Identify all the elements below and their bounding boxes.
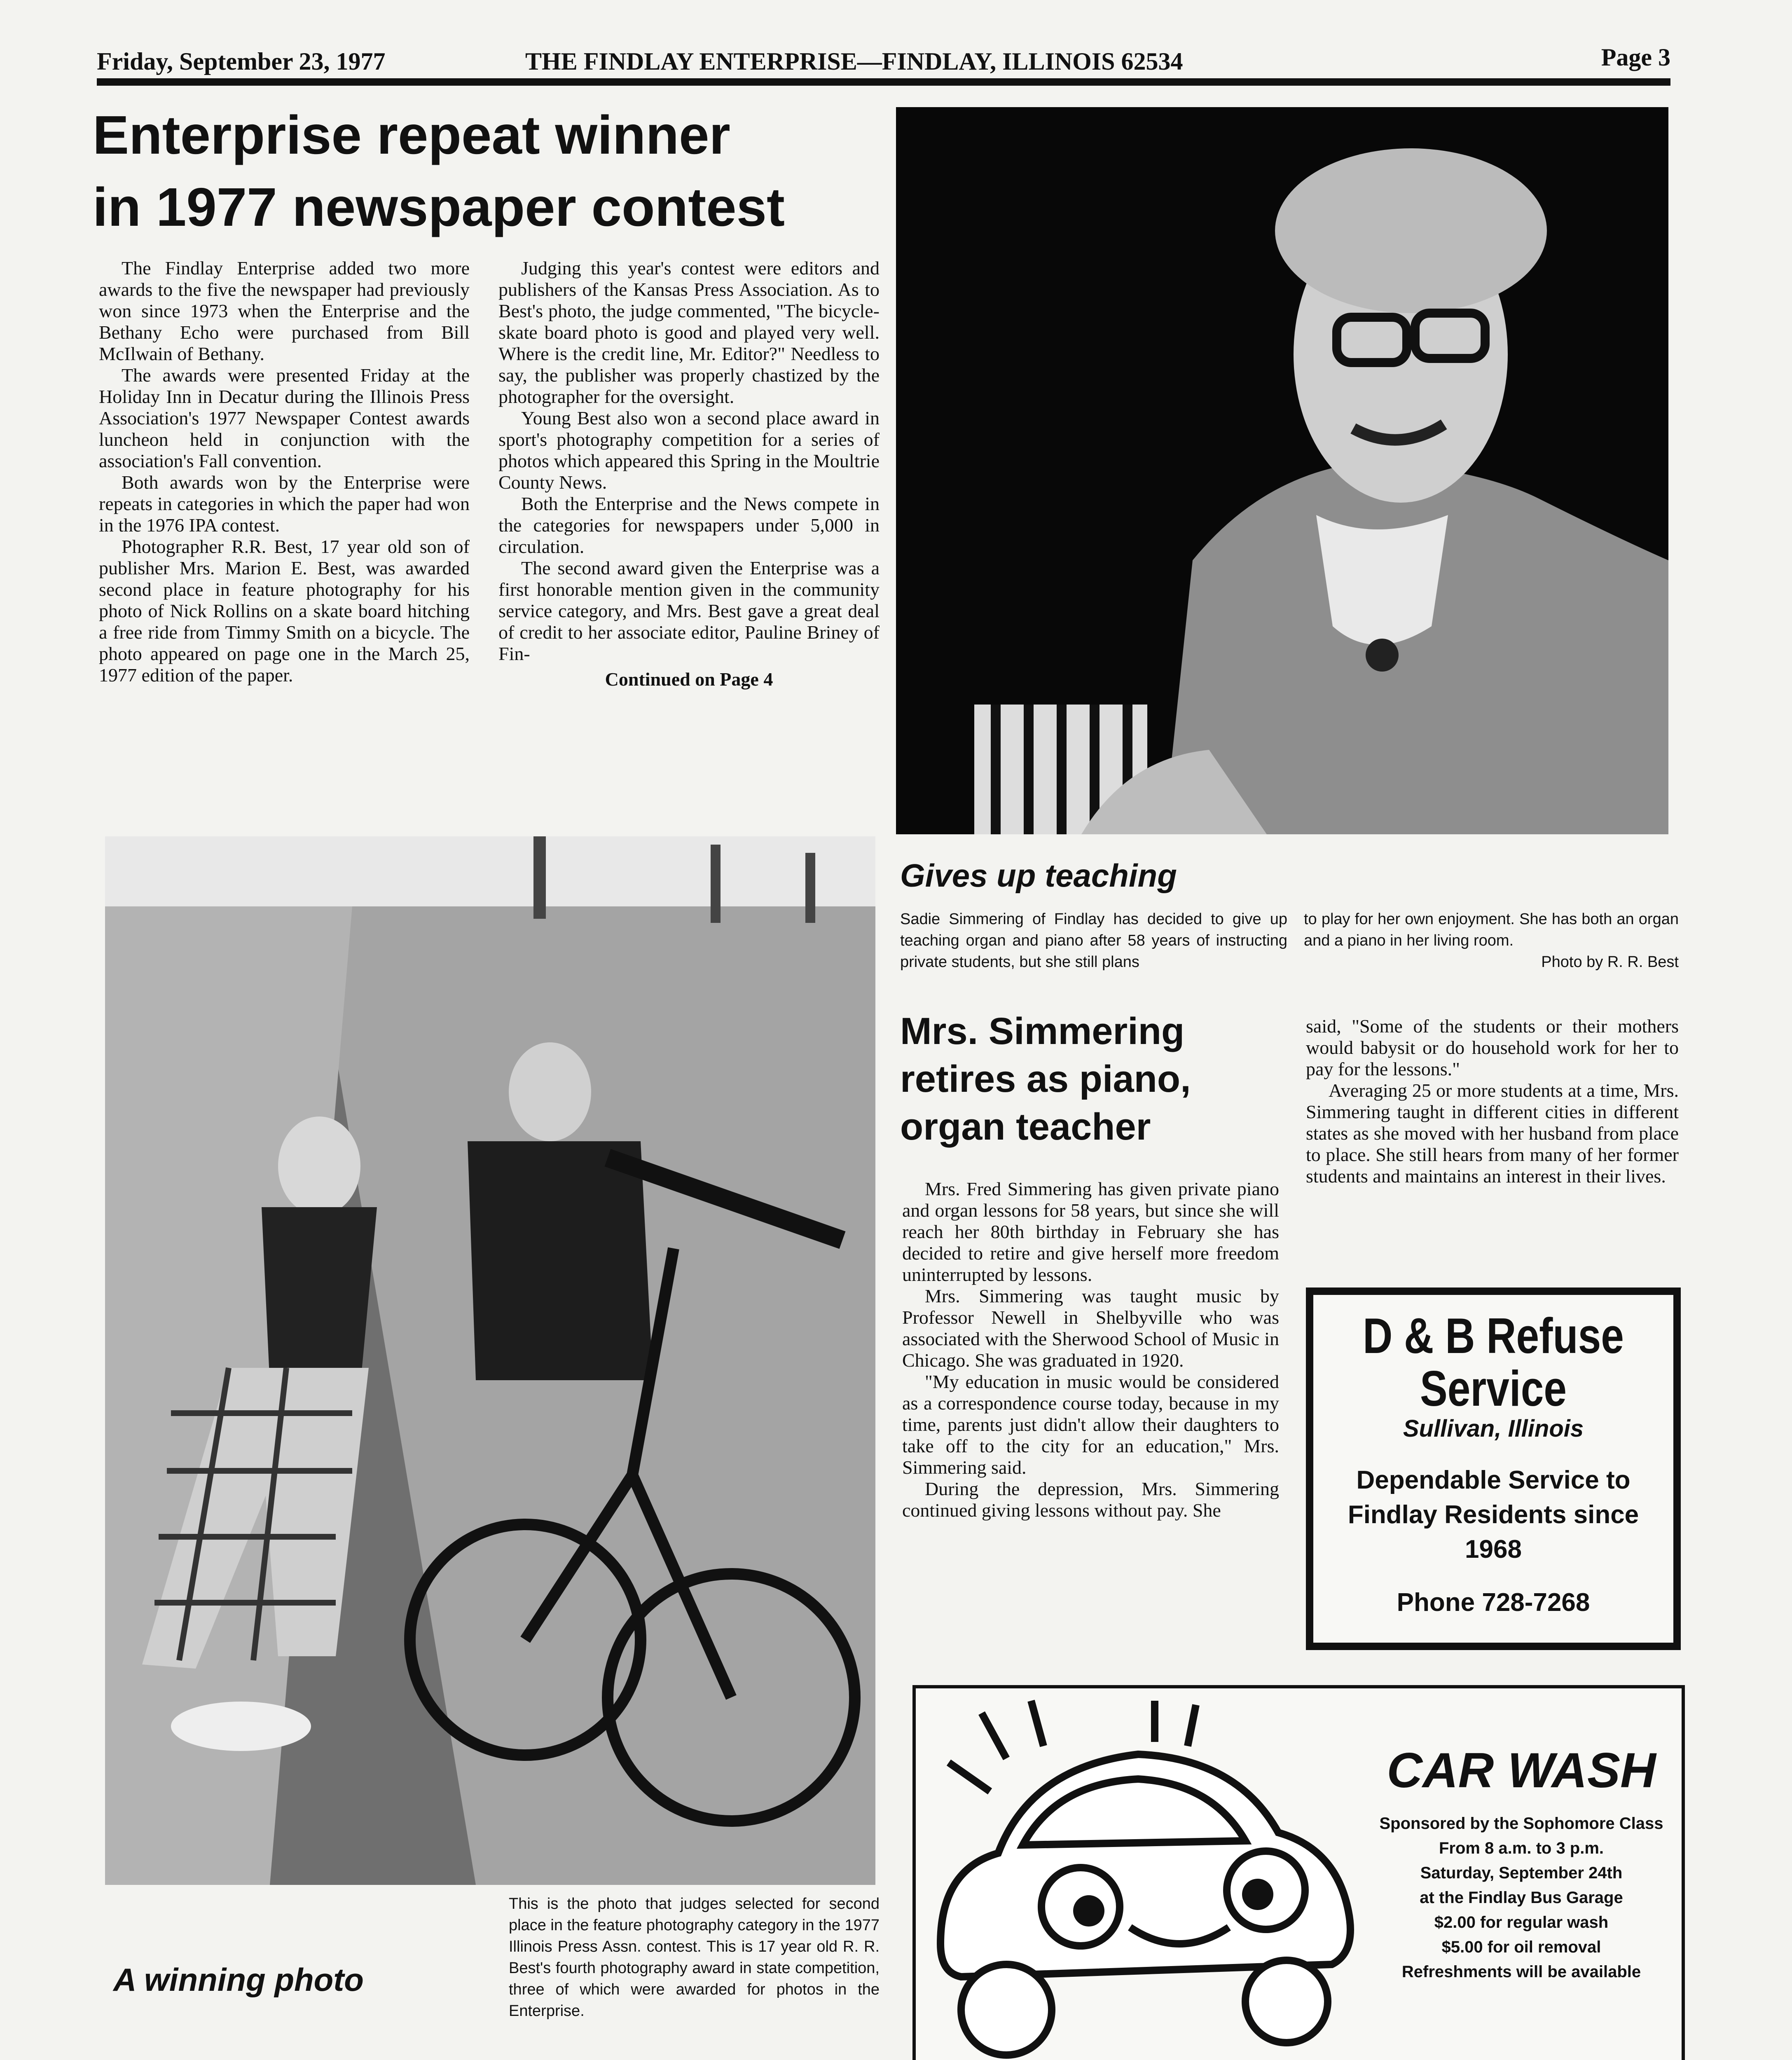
smiling-car-icon <box>924 1697 1369 2059</box>
masthead <box>97 39 1670 84</box>
lead-column-1 <box>99 258 470 686</box>
simmering-column-2 <box>1306 1016 1679 1187</box>
paragraph: said, "Some of the students or their mothers would babysit or do household work for her to pay for the lessons." <box>1306 1016 1679 1079</box>
paragraph: Judging this year's contest were editors and publishers of the Kansas Press Association. As to Best's photo, the judge commented, "The bicycle-skate board photo is good and played very well. Where is the credit line, Mr. Editor?" Needless to say, the publisher was properly chastized by the photographer for the oversight. <box>498 258 880 407</box>
refuse-phone: Phone 728-7268 <box>1397 1588 1590 1617</box>
simmering-column-1 <box>902 1178 1279 1521</box>
paragraph: "My education in music would be considered as a correspondence course today, because in my time, parents just didn't allow their daughters to take off to the city for an education," Mrs. Simmering said. <box>902 1371 1279 1478</box>
carwash-ad <box>912 1685 1685 2060</box>
winning-photo-label: A winning photo <box>113 1962 364 1998</box>
page-number: Page 3 <box>1601 44 1670 71</box>
teacher-photo-caption-right: to play for her own enjoyment. She has both an organ and a piano in her living room. Photo by R. R. Best <box>1304 908 1679 973</box>
lead-column-2 <box>498 258 880 690</box>
paragraph: Both the Enterprise and the News compete in the categories for newspapers under 5,000 in circulation. <box>498 493 880 557</box>
carwash-text: CAR WASH Sponsored by the Sophomore Class From 8 a.m. to 3 p.m. Saturday, September 24th at the Findlay Bus Garage $2.00 for regular wash $5.00 for oil removal Refreshments will be available <box>1379 1743 1663 1981</box>
paper-name: THE FINDLAY ENTERPRISE—FINDLAY, ILLINOIS 62534 <box>525 48 1183 75</box>
teacher-photo <box>896 107 1668 834</box>
paragraph: Mrs. Simmering was taught music by Professor Newell in Shelbyville who was associated with the Sherwood School of Music in Chicago. She was graduated in 1920. <box>902 1285 1279 1371</box>
paragraph: Both awards won by the Enterprise were repeats in categories in which the paper had won in the 1976 IPA contest. <box>99 472 470 536</box>
paragraph: Young Best also won a second place award in sport's photography competition for a series of photos which appeared this Spring in the Moultrie County News. <box>498 407 880 493</box>
paragraph: Averaging 25 or more students at a time, Mrs. Simmering taught in different cities in different states as she moved with her husband from place to place. She still hears from many of her former students and maintains an interest in their lives. <box>1306 1080 1679 1187</box>
winning-photo-caption: This is the photo that judges selected for second place in the feature photography category in the 1977 Illinois Press Assn. contest. This is 17 year old R. R. Best's fourth photography award in state competition, three of which were awarded for photos in the Enterprise. <box>509 1895 880 2020</box>
paragraph: Photographer R.R. Best, 17 year old son of publisher Mrs. Marion E. Best, was awarded second place in feature photography for his photo of Nick Rollins on a skate board hitching a free ride from Timmy Smith on a bicycle. The photo appeared on page one in the March 25, 1977 edition of the paper. <box>99 536 470 686</box>
issue-date: Friday, September 23, 1977 <box>97 48 386 75</box>
paragraph: The awards were presented Friday at the Holiday Inn in Decatur during the Illinois Press Association's 1977 Newspaper Contest awards luncheon held in conjunction with the association's Fall convention. <box>99 365 470 471</box>
refuse-ad: D & B Refuse Service Sullivan, Illinois Dependable Service to Findlay Residents since 1968 Phone 728-7268 <box>1306 1288 1681 1650</box>
teacher-photo-caption-left: Sadie Simmering of Findlay has decided to give up teaching organ and piano after 58 years of instructing private students, but she still plans <box>900 911 1287 971</box>
paragraph: During the depression, Mrs. Simmering continued giving lessons without pay. She <box>902 1478 1279 1521</box>
paragraph: Mrs. Fred Simmering has given private piano and organ lessons for 58 years, but since she will reach her 80th birthday in February she has decided to retire and give herself more freedom uninterrupted by lessons. <box>902 1178 1279 1285</box>
winning-photo <box>105 836 875 1885</box>
simmering-headline: Mrs. Simmering retires as piano, organ teacher <box>900 1010 1191 1148</box>
photo-credit: Photo by R. R. Best <box>1541 953 1679 971</box>
masthead-rule <box>97 78 1670 86</box>
continued-note: Continued on Page 4 <box>605 669 773 690</box>
teacher-photo-label: Gives up teaching <box>900 857 1177 894</box>
lead-headline: Enterprise repeat winner in 1977 newspaper contest <box>93 105 785 237</box>
paragraph: The Findlay Enterprise added two more awards to the five the newspaper had previously won since 1973 when the Enterprise and the Bethany Echo were purchased from Bill McIlwain of Bethany. <box>99 258 470 364</box>
paragraph: The second award given the Enterprise was a first honorable mention given in the community service category, and Mrs. Best gave a great deal of credit to her associate editor, Pauline Briney of Fin- <box>498 557 880 664</box>
